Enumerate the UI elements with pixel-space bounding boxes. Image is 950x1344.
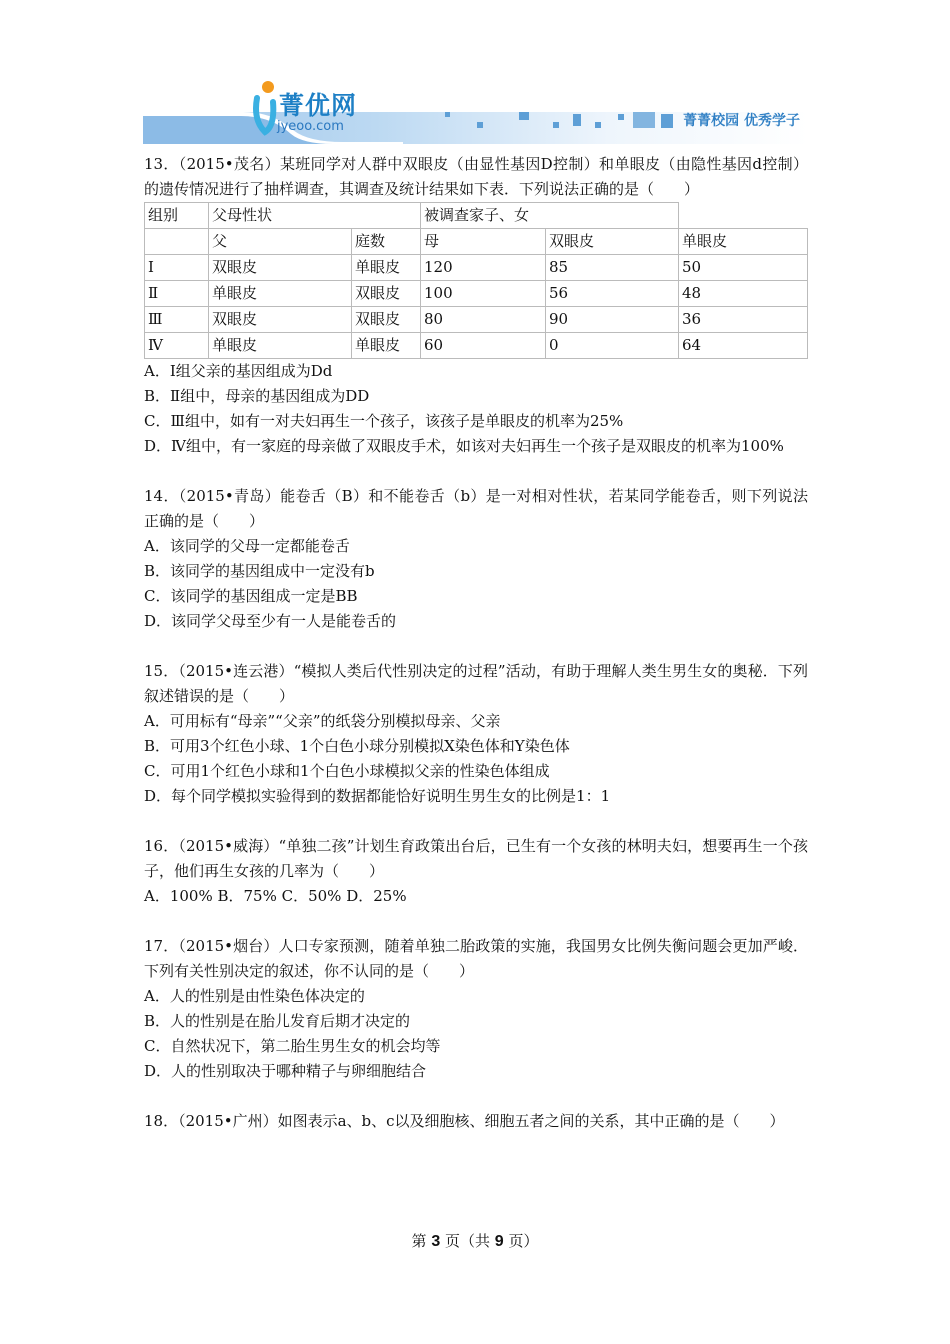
header-pixel-decoration	[573, 114, 581, 126]
table-header-cell: 组别	[145, 203, 209, 229]
option-b[interactable]: B．Ⅱ组中，母亲的基因组成为DD	[144, 387, 370, 405]
question-list	[144, 152, 808, 1159]
question-stem: 16．（2015•威海）“单独二孩”计划生育政策出台后，已生有一个女孩的林明夫妇，想要再生一个孩子，他们再生女孩的几率为（ ）	[144, 837, 808, 880]
table-cell: 0	[546, 333, 679, 359]
table-header-cell: 父	[209, 229, 352, 255]
table-cell: Ⅳ	[145, 333, 209, 359]
table-row	[145, 333, 808, 359]
question-16	[144, 834, 808, 909]
table-cell: 90	[546, 307, 679, 333]
option-d[interactable]: D．人的性别取决于哪种精子与卵细胞结合	[144, 1062, 427, 1080]
header-pixel-decoration	[595, 122, 601, 128]
header-pixel-decoration	[618, 114, 624, 120]
header-pixel-decoration	[553, 122, 559, 128]
footer-mid: 页（共	[440, 1232, 495, 1250]
question-13	[144, 152, 808, 459]
question-stem: 15．（2015•连云港）“模拟人类后代性别决定的过程”活动，有助于理解人类生男生女的奥秘．下列叙述错误的是（ ）	[144, 662, 808, 705]
header-pixel-decoration	[519, 112, 529, 120]
page-header	[143, 72, 808, 144]
table-cell: 单眼皮	[209, 281, 352, 307]
option-a[interactable]: A．该同学的父母一定都能卷舌	[144, 537, 350, 555]
survey-table	[144, 202, 808, 359]
option-b[interactable]: B．可用3个红色小球、1个白色小球分别模拟X染色体和Y染色体	[144, 737, 570, 755]
table-header-row	[145, 203, 808, 229]
table-cell: 100	[421, 281, 546, 307]
table-cell: 80	[421, 307, 546, 333]
table-cell: Ⅲ	[145, 307, 209, 333]
option-a[interactable]: A．Ⅰ组父亲的基因组成为Dd	[144, 362, 333, 380]
question-15	[144, 659, 808, 809]
option-d[interactable]: D．该同学父母至少有一人是能卷舌的	[144, 612, 397, 630]
footer-suffix: 页）	[503, 1232, 539, 1250]
header-pixel-decoration	[661, 114, 673, 128]
table-cell: 双眼皮	[209, 307, 352, 333]
logo-text: 菁优网	[279, 91, 358, 120]
header-pixel-decoration	[633, 112, 655, 128]
question-stem: 13．（2015•茂名）某班同学对人群中双眼皮（由显性基因D控制）和单眼皮（由隐性基因d控制）的遗传情况进行了抽样调查，其调查及统计结果如下表．下列说法正确的是（ ）	[144, 155, 808, 198]
table-row	[145, 281, 808, 307]
total-page-count: 9	[494, 1233, 504, 1250]
table-cell: 56	[546, 281, 679, 307]
option-b[interactable]: B．人的性别是在胎儿发育后期才决定的	[144, 1012, 411, 1030]
logo-domain: jyeoo.com	[277, 119, 344, 134]
table-header-cell: 单眼皮	[679, 229, 808, 255]
table-row	[145, 307, 808, 333]
current-page-number: 3	[431, 1233, 441, 1250]
option-a[interactable]: A．人的性别是由性染色体决定的	[144, 987, 365, 1005]
table-cell: 60	[421, 333, 546, 359]
option-d[interactable]: D．每个同学模拟实验得到的数据都能恰好说明生男生女的比例是1：1	[144, 787, 611, 805]
option-b[interactable]: B．该同学的基因组成中一定没有b	[144, 562, 375, 580]
table-header-row	[145, 229, 808, 255]
table-cell: 36	[679, 307, 808, 333]
header-pixel-decoration	[445, 112, 450, 117]
table-cell: Ⅰ	[145, 255, 209, 281]
page-footer	[0, 1230, 950, 1251]
question-18	[144, 1109, 808, 1134]
option-c[interactable]: C．该同学的基因组成一定是BB	[144, 587, 358, 605]
option-c[interactable]: C．自然状况下，第二胎生男生女的机会均等	[144, 1037, 441, 1055]
table-header-cell: 被调查家子、女	[421, 203, 679, 229]
table-cell: 双眼皮	[352, 281, 421, 307]
table-header-cell: 父母性状	[209, 203, 421, 229]
table-cell: 双眼皮	[209, 255, 352, 281]
question-17	[144, 934, 808, 1084]
option-c[interactable]: C．可用1个红色小球和1个白色小球模拟父亲的性染色体组成	[144, 762, 550, 780]
table-header-cell: 母	[421, 229, 546, 255]
question-stem: 18．（2015•广州）如图表示a、b、c以及细胞核、细胞五者之间的关系，其中正确的是（ ）	[144, 1112, 785, 1130]
header-pixel-decoration	[477, 122, 483, 128]
question-14	[144, 484, 808, 634]
table-cell: 120	[421, 255, 546, 281]
option-d[interactable]: D．Ⅳ组中，有一家庭的母亲做了双眼皮手术，如该对夫妇再生一个孩子是双眼皮的机率为100%	[144, 437, 784, 455]
table-cell: Ⅱ	[145, 281, 209, 307]
table-row	[145, 255, 808, 281]
option-a[interactable]: A．可用标有“母亲”“父亲”的纸袋分别模拟母亲、父亲	[144, 712, 501, 730]
table-header-cell: 双眼皮	[546, 229, 679, 255]
table-cell: 单眼皮	[352, 255, 421, 281]
footer-prefix: 第	[411, 1232, 432, 1250]
table-cell	[145, 229, 209, 255]
table-cell: 单眼皮	[352, 333, 421, 359]
option-c[interactable]: C．Ⅲ组中，如有一对夫妇再生一个孩子，该孩子是单眼皮的机率为25%	[144, 412, 624, 430]
table-header-cell: 庭数	[352, 229, 421, 255]
table-cell: 50	[679, 255, 808, 281]
options-line[interactable]: A．100% B．75% C．50% D．25%	[144, 887, 407, 905]
table-cell: 85	[546, 255, 679, 281]
header-slogan: 菁菁校园 优秀学子	[683, 113, 800, 129]
table-cell: 双眼皮	[352, 307, 421, 333]
table-cell: 单眼皮	[209, 333, 352, 359]
table-cell: 64	[679, 333, 808, 359]
table-header-cell	[679, 203, 808, 229]
table-cell: 48	[679, 281, 808, 307]
question-stem: 14．（2015•青岛）能卷舌（B）和不能卷舌（b）是一对相对性状，若某同学能卷舌，则下列说法正确的是（ ）	[144, 487, 808, 530]
question-stem: 17．（2015•烟台）人口专家预测，随着单独二胎政策的实施，我国男女比例失衡问题会更加严峻．下列有关性别决定的叙述，你不认同的是（ ）	[144, 937, 808, 980]
